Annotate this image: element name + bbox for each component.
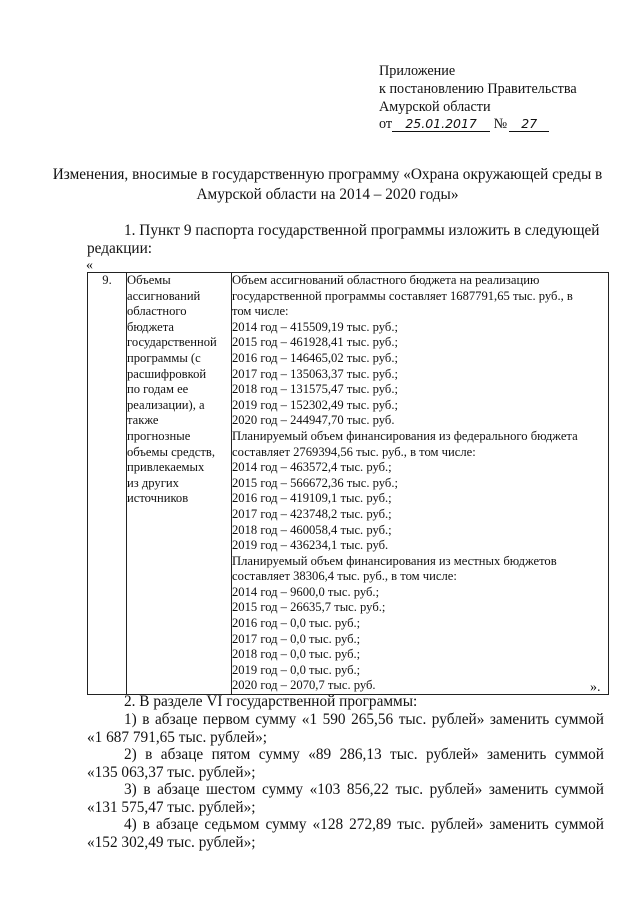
label-line: реализации), а [127,397,205,412]
subitem4-line1: 4) в абзаце седьмом сумму «128 272,89 тыс. рублей» заменить суммой [124,816,604,833]
document-header [379,62,577,116]
value-line: 2020 год – 2070,7 тыс. руб. [232,678,376,693]
label-line: Объемы [127,273,171,287]
value-line: 2016 год – 146465,02 тыс. руб.; [232,350,398,365]
value-line: 2015 год – 461928,41 тыс. руб.; [232,335,398,350]
label-line: ассигнований [127,288,201,303]
subitem2-line1: 2) в абзаце пятом сумму «89 286,13 тыс. рублей» заменить суммой [124,746,604,763]
label-line: из других [127,475,179,490]
value-line: 2017 год – 135063,37 тыс. руб.; [232,366,398,381]
label-line: источников [127,491,189,506]
row-number: 9. [88,273,127,695]
value-line: 2016 год – 0,0 тыс. руб.; [232,616,361,631]
value-line: 2018 год – 0,0 тыс. руб.; [232,647,361,662]
label-line: объемы средств, [127,444,215,459]
item1-line2: редакции: [87,240,153,257]
table-row [88,273,609,695]
value-line: 2017 год – 0,0 тыс. руб.; [232,631,361,646]
passport-table [87,272,609,695]
header-line-resolution: к постановлению Правительства [379,81,577,97]
value-line: 2015 год – 566672,36 тыс. руб.; [232,475,398,490]
label-line: областного [127,304,187,319]
from-label: от [379,116,393,132]
value-line: 2016 год – 419109,1 тыс. руб.; [232,491,392,506]
subitem2-line2: «135 063,37 тыс. рублей»; [87,764,256,781]
subitem1-line1: 1) в абзаце первом сумму «1 590 265,56 тыс. рублей» заменить суммой [124,711,604,728]
value-line: 2018 год – 460058,4 тыс. руб.; [232,522,392,537]
value-line: 2014 год – 463572,4 тыс. руб.; [232,460,392,475]
subitem1-line2: «1 687 791,65 тыс. рублей»; [87,729,267,746]
label-line: по годам ее [127,382,189,397]
row-value [232,273,609,695]
header-line-appendix: Приложение [379,63,456,79]
value-line: составляет 2769394,56 тыс. руб., в том числе: [232,444,476,459]
item1-line1: 1. Пункт 9 паспорта государственной программы изложить в следующей [124,222,600,239]
value-line: Планируемый объем финансирования из федерального бюджета [232,428,578,443]
handwritten-number: 27 [509,116,549,132]
subitem3-line1: 3) в абзаце шестом сумму «103 856,22 тыс. рублей» заменить суммой [124,781,604,798]
header-line-region: Амурской области [379,99,491,115]
value-line: 2019 год – 152302,49 тыс. руб.; [232,397,398,412]
value-line: 2018 год – 131575,47 тыс. руб.; [232,382,398,397]
label-line: прогнозные [127,428,191,443]
label-line: программы (с [127,350,201,365]
row-label [127,273,232,695]
number-label: № [493,116,508,132]
subitem4-line2: «152 302,49 тыс. рублей»; [87,834,256,851]
label-line: государственной [127,335,217,350]
open-quote: « [86,258,93,273]
document-title: Изменения, вносимые в государственную программу «Охрана окружающей среды в Амурской области на 2014 – 2020 годы» [52,166,603,203]
item2-heading: 2. В разделе VI государственной программы: [124,693,418,710]
resolution-date-number [379,116,549,133]
value-line: том числе: [232,304,289,319]
value-line: Планируемый объем финансирования из местных бюджетов [232,553,557,568]
value-line: 2014 год – 415509,19 тыс. руб.; [232,319,398,334]
value-line: 2015 год – 26635,7 тыс. руб.; [232,600,386,615]
value-line: 2014 год – 9600,0 тыс. руб.; [232,584,380,599]
label-line: расшифровкой [127,366,207,381]
value-line: 2019 год – 0,0 тыс. руб.; [232,662,361,677]
subitem3-line2: «131 575,47 тыс. рублей»; [87,799,256,816]
value-line: Объем ассигнований областного бюджета на реализацию [232,273,540,287]
value-line: составляет 38306,4 тыс. руб., в том числе: [232,569,457,584]
label-line: бюджета [127,319,174,334]
value-line: 2019 год – 436234,1 тыс. руб. [232,538,389,553]
label-line: также [127,413,159,428]
value-line: 2017 год – 423748,2 тыс. руб.; [232,506,392,521]
handwritten-date: 25.01.2017 [392,116,490,132]
label-line: привлекаемых [127,460,205,475]
close-quote: ». [590,680,601,695]
value-line: государственной программы составляет 1687791,65 тыс. руб., в [232,288,573,303]
value-line: 2020 год – 244947,70 тыс. руб. [232,413,395,428]
